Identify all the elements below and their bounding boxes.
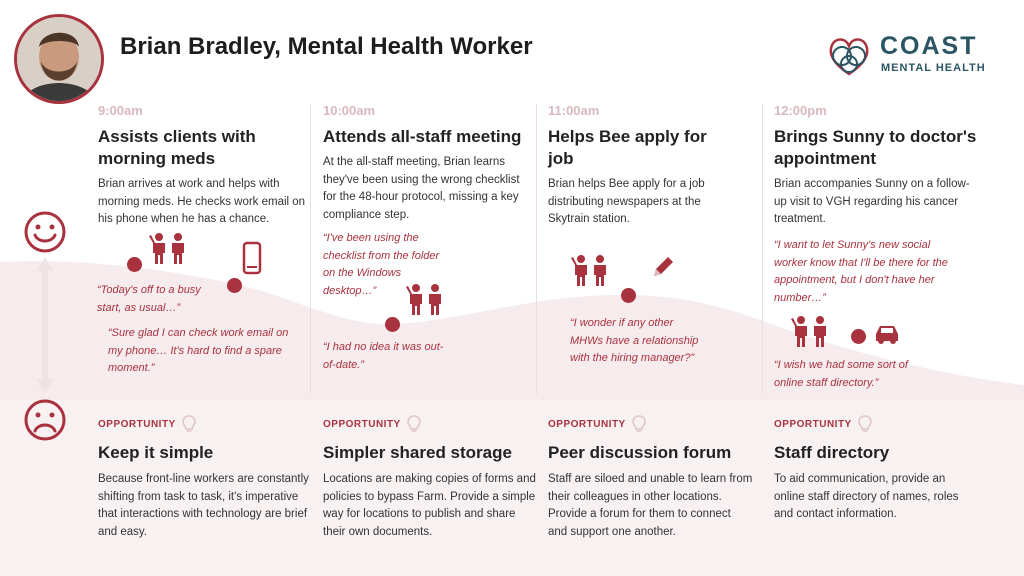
step-title: Helps Bee apply for job [548, 127, 707, 168]
opportunity-card-4 [774, 415, 979, 524]
column-divider [762, 104, 763, 394]
opportunity-title: Staff directory [774, 443, 890, 462]
happy-face-icon [23, 210, 67, 254]
opportunity-title: Peer discussion forum [548, 443, 732, 462]
opportunity-description: To aid communication, provide an online staff directory of names, roles and contact information. [774, 473, 959, 520]
opportunity-title: Keep it simple [98, 443, 214, 462]
step-time: 9:00am [98, 103, 143, 118]
opportunity-description: Staff are siloed and unable to learn from their colleagues in other locations. Provide a forum for them to connect and support one another. [548, 473, 753, 538]
opportunity-card-1 [98, 415, 313, 541]
people-icon [148, 232, 190, 266]
opportunity-label-text: OPPORTUNITY [323, 418, 401, 430]
opportunity-title: Simpler shared storage [323, 443, 512, 462]
column-divider [536, 104, 537, 394]
step-title: Attends all-staff meeting [323, 127, 522, 146]
phone-icon [242, 241, 262, 275]
people-icon [570, 254, 612, 288]
step-description: Brian accompanies Sunny on a follow-up visit to VGH regarding his cancer treatment. [774, 178, 970, 225]
opportunity-description: Because front-line workers are constantly shifting from task to task, it's imperative that interactions with technology are brief and easy. [98, 473, 309, 538]
opportunity-card-3 [548, 415, 753, 541]
lightbulb-icon [858, 415, 872, 433]
opportunity-description: Locations are making copies of forms and policies to bypass Farm. Provide a simple way for locations to publish and share their own documents. [323, 473, 536, 538]
logo-name: COAST [880, 32, 978, 60]
lightbulb-icon [407, 415, 421, 433]
step-card-3 [548, 103, 728, 229]
page-title: Brian Bradley, Mental Health Worker [120, 33, 533, 60]
emotion-point [851, 329, 866, 344]
emotion-point [227, 278, 242, 293]
sad-face-icon [23, 398, 67, 442]
step-time: 11:00am [548, 103, 600, 118]
step-card-4 [774, 103, 979, 229]
step-card-2 [323, 103, 533, 224]
lightbulb-icon [182, 415, 196, 433]
pencil-icon [650, 254, 676, 280]
step-title: Brings Sunny to doctor's appointment [774, 127, 977, 168]
emotion-arrow [34, 255, 56, 395]
people-icon [790, 315, 832, 349]
step-time: 12:00pm [774, 103, 827, 118]
emotion-point [385, 317, 400, 332]
step-description: At the all-staff meeting, Brian learns they've been using the wrong checklist for the 48-hour protocol, missing a key compliance step. [323, 156, 520, 221]
step-card-1 [98, 103, 308, 229]
avatar [14, 14, 104, 104]
step-description: Brian helps Bee apply for a job distributing newspapers at the Skytrain station. [548, 178, 705, 225]
logo-subtitle: MENTAL HEALTH [881, 62, 986, 74]
step-time: 10:00am [323, 103, 376, 118]
people-icon [405, 283, 447, 317]
car-icon [873, 323, 901, 345]
emotion-point [621, 288, 636, 303]
opportunity-label [323, 415, 538, 433]
step-title: Assists clients with morning meds [98, 127, 256, 168]
quote: “I had no idea it was out-of-date.” [323, 341, 444, 371]
quote: “Sure glad I can check work email on my phone… It's hard to find a spare moment.” [108, 327, 289, 374]
opportunity-card-2 [323, 415, 538, 541]
quote: “I've been using the checklist from the folder on the Windows desktop…” [323, 232, 440, 297]
quote: “I wish we had some sort of online staff directory.” [774, 359, 908, 389]
opportunity-label-text: OPPORTUNITY [98, 418, 176, 430]
opportunity-label [774, 415, 979, 433]
quote: “I want to let Sunny's new social worker know that I'll be there for the appointment, but I don't have her number…” [774, 239, 948, 304]
opportunity-label-text: OPPORTUNITY [548, 418, 626, 430]
quote: “Today's off to a busy start, as usual…” [97, 284, 201, 314]
heart-knot-icon [824, 30, 874, 80]
opportunity-label [548, 415, 753, 433]
emotion-point [127, 257, 142, 272]
coast-logo [824, 30, 1004, 80]
opportunity-label-text: OPPORTUNITY [774, 418, 852, 430]
step-description: Brian arrives at work and helps with morning meds. He checks work email on his phone when he has a chance. [98, 178, 306, 225]
opportunity-label [98, 415, 313, 433]
lightbulb-icon [632, 415, 646, 433]
column-divider [310, 104, 311, 394]
quote: “I wonder if any other MHWs have a relationship with the hiring manager?” [570, 317, 699, 364]
